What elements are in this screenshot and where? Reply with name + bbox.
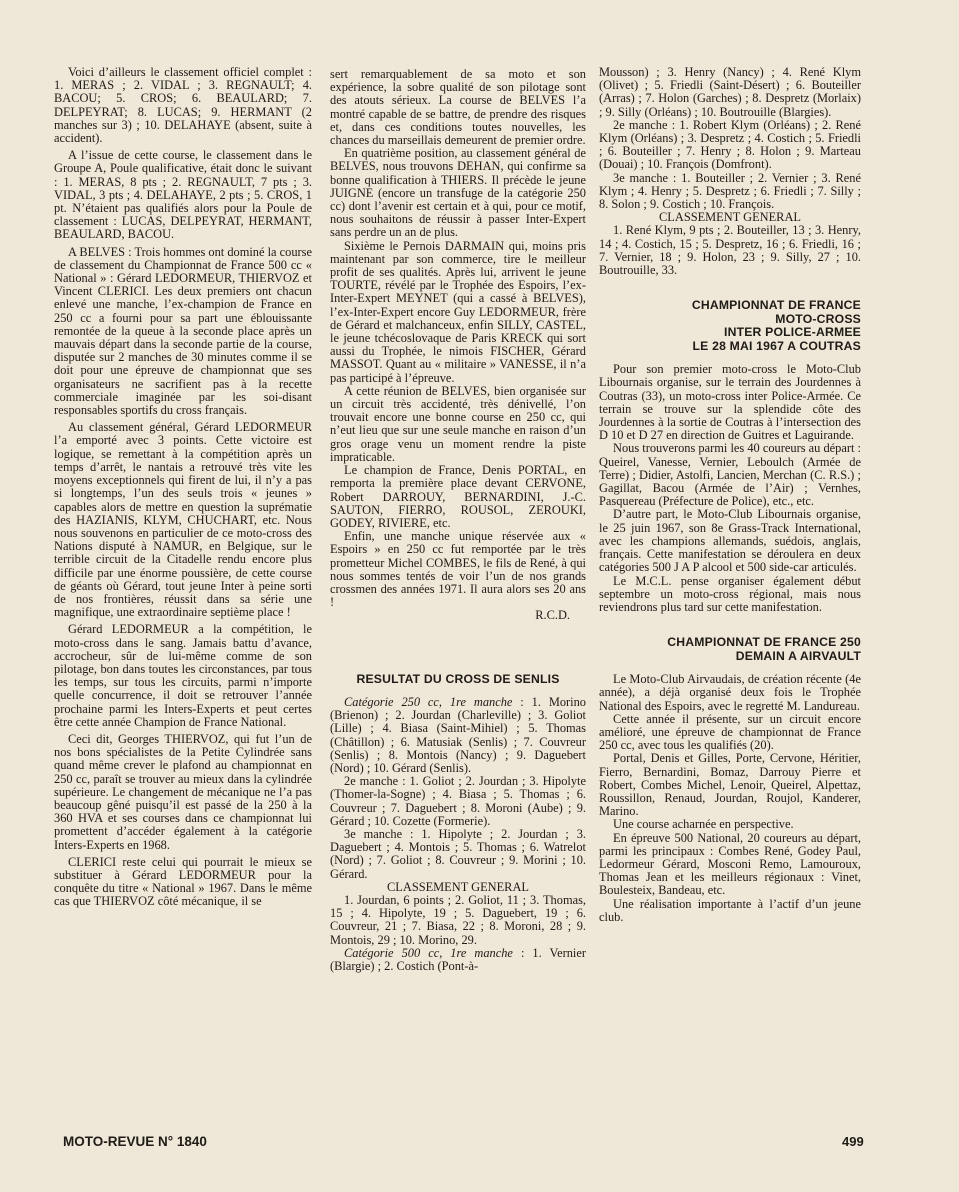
- magazine-issue-label: MOTO-REVUE N° 1840: [63, 1134, 207, 1149]
- category-label: Catégorie 250 cc, 1re manche: [344, 695, 513, 710]
- paragraph: Portal, Denis et Gilles, Porte, Cervone, Héritier, Fierro, Bernardini, Bomaz, Darrouy Pierre et Robert, Combes Michel, Lenoir, Queirel, Alpettaz, Roussillon, Renaud, Jourdan, Roujol, Kanderer, Marino.: [599, 751, 861, 819]
- paragraph: Voici d’ailleurs le classement officiel complet : 1. MERAS ; 2. VIDAL ; 3. REGNAULT; 4. BACOU; 5. CROS; 6. BEAULARD; 7. DELPEYRAT; 8. LUCAS; 9. HERMANT (2 manches sur 3) ; 10. DELAHAYE (absent, suite à accident).: [54, 65, 312, 146]
- author-signature: R.C.D.: [535, 608, 570, 623]
- paragraph: En quatrième position, au classement général de BELVES, nous trouvons DEHAN, qui confirme sa bonne qualification à THIERS. Il précède le jeune JUIGNE (encore un transfuge de la catégorie 250 cc) dont l’avenir est certain et à qui, pour ce motif, nous souhaitons de réussir à passer Inter-Expert sans perdre un an de plus.: [330, 146, 586, 240]
- paragraph: CLERICI reste celui qui pourrait le mieux se substituer à Gérard LEDORMEUR pour la conquête du titre « National » 1967. Dans le même cas que THIERVOZ côté mécanique, il se: [54, 854, 312, 909]
- paragraph: sert remarquablement de sa moto et son expérience, la sobre qualité de son pilotage sont des atouts sérieux. La course de BELVES l’a montré capable de se battre, de prendre des risques et, dans ces conditions toutes nouvelles, les chances du marseillais demeurent de premier ordre.: [330, 67, 586, 148]
- paragraph: Ceci dit, Georges THIERVOZ, qui fut l’un de nos bons spécialistes de la Petite Cylindrée sans quand même crever le plafond au championnat en 250 cc, paraît se trouver au mieux dans la cylindrée supérieure. Le changement de mécanique ne l’a pas beaucoup gêné puisqu’il est passé de la 250 à la 360 HVA et ses courses dans ce championnat lui promettent d’accéder également à la catégorie Inters-Experts en 1968.: [54, 731, 312, 852]
- paragraph: A l’issue de cette course, le classement dans le Groupe A, Poule qualificative, était donc le suivant : 1. MERAS, 8 pts ; 2. REGNAULT, 7 pts ; 3. VIDAL, 3 pts ; 4. DELAHAYE, 2 pts ; 5. CROS, 1 pt. N’étaient pas qualifiés alors pour la Poule de classement : LUCAS, DELPEYRAT, HERMANT, BEAULARD, BACOU.: [54, 148, 312, 242]
- paragraph: A cette réunion de BELVES, bien organisée sur un circuit très accidenté, très dénivellé, l’on trouvait encore une bonne course en 250 cc, qui n’eut lieu que sur une seule manche en raison d’un gros orage venu un moment rendre la piste impraticable.: [330, 383, 586, 464]
- section-heading: RESULTAT DU CROSS DE SENLIS: [356, 671, 560, 686]
- page-number: 499: [842, 1134, 864, 1149]
- results-paragraph: 1. Jourdan, 6 points ; 2. Goliot, 11 ; 3. Thomas, 15 ; 4. Hipolyte, 19 ; 5. Daguebert, 19 ; 6. Couvreur, 21 ; 7. Biasa, 22 ; 8. Moroni, 28 ; 9. Montois, 29 ; 10. Morino, 29.: [330, 893, 586, 947]
- results-paragraph: Mousson) ; 3. Henry (Nancy) ; 4. René Klym (Olivet) ; 5. Friedli (Saint-Désert) ; 6. Bouteiller (Arras) ; 7. Holon (Garches) ; 8. Despretz (Morlaix) ; 9. Silly (Orléans) ; 10. Boutrouille (Blargies).: [599, 65, 861, 119]
- results-paragraph: Catégorie 500 cc, 1re manche : 1. Vernier (Blargie) ; 2. Costich (Pont-à-: [330, 945, 586, 974]
- subheading: CLASSEMENT GENERAL: [659, 210, 801, 225]
- results-paragraph: Catégorie 250 cc, 1re manche : 1. Morino (Brienon) ; 2. Jourdan (Charleville) ; 3. Goliot (Lille) ; 4. Biasa (Saint-Mihiel) ; 5. Thomas (Châtillon) ; 6. Matusiak (Senlis) ; 7. Couvreur (Senlis) ; 8. Montois (Nancy) ; 9. Daguebert (Nord) ; 10. Gérard (Senlis).: [330, 695, 586, 776]
- paragraph: Le champion de France, Denis PORTAL, en remporta la première place devant CERVONE, Robert DARROUY, BERNARDINI, J.-C. SAUTON, FIERRO, ROUSOL, ZEROUKI, GODEY, RIVIERE, etc.: [330, 463, 586, 530]
- paragraph: Une réalisation importante à l’actif d’un jeune club.: [599, 896, 861, 924]
- paragraph: Nous trouverons parmi les 40 coureurs au départ : Queirel, Vanesse, Vernier, Leboulch (Armée de Terre) ; Didier, Astolfi, Lancien, Merchan (C. R.S.) ; Gagillat, Bacou (Armée de l’Air) ; Vernhes, Pasquereau (Préfecture de Police), etc., etc.: [599, 441, 861, 509]
- results-paragraph: 3e manche : 1. Hipolyte ; 2. Jourdan ; 3. Daguebert ; 4. Montois ; 5. Thomas ; 6. Watrelot (Nord) ; 7. Goliot ; 8. Couvreur ; 9. Morini ; 10. Gérard.: [330, 827, 586, 881]
- category-label: Catégorie 500 cc, 1re manche: [344, 945, 513, 960]
- paragraph: Gérard LEDORMEUR a la compétition, le moto-cross dans le sang. Jamais battu d’avance, accrocheur, sûr de lui-même comme de son pilotage, bon dans toutes les circonstances, par tous les temps, sur tous les circuits, parmi n’importe quelle concurrence, il doit se retrouver l’année prochaine parmi les Inters-Experts et peut certes être cette année Champion de France National.: [54, 622, 312, 729]
- subheading: CLASSEMENT GENERAL: [387, 879, 529, 894]
- article-column-2: [330, 68, 586, 973]
- paragraph: Enfin, une manche unique réservée aux « Espoirs » en 250 cc fut remportée par le très prometteur Michel COMBES, le fils de René, à qui nous sommes tentés de voir l’un de nos grands crossmen des années 1971. Il aura alors ses 20 ans !: [330, 529, 586, 610]
- paragraph: En épreuve 500 National, 20 coureurs au départ, parmi les principaux : Combes René, Godey Paul, Ledormeur Gérard, Mosconi Remo, Lamouroux, Thomas Jean et les meilleurs régionaux : Vinet, Boulesteix, Bandeau, etc.: [599, 830, 861, 898]
- section-heading-coutras: CHAMPIONNAT DE FRANCE MOTO-CROSS INTER POLICE-ARMEE LE 28 MAI 1967 A COUTRAS: [691, 298, 861, 353]
- paragraph: Sixième le Pernois DARMAIN qui, moins pris maintenant par son commerce, tire le meilleur profit de ses qualités. Après lui, arrivent le jeune TOURTE, révélé par le Trophée des Espoirs, l’ex-Inter-Expert MEYNET (qui a cassé à BELVES), l’ex-Inter-Expert encore Guy LEDORMEUR, frère de Gérard et malchanceux, enfin SILLY, CASTEL, le jeune tchécoslovaque de Paris KRECK qui sort aussi du Trophée, le nimois FISCHER, Gérard MASSOT. Quant au « militaire » VANESSE, il n’a pas participé à l’épreuve.: [330, 238, 586, 385]
- results-paragraph: 1. René Klym, 9 pts ; 2. Bouteiller, 13 ; 3. Henry, 14 ; 4. Costich, 15 ; 5. Despretz, 16 ; 6. Friedli, 16 ; 7. Vernier, 18 ; 9. Holon, 23 ; 9. Silly, 27 ; 10. Boutrouille, 33.: [599, 223, 861, 278]
- results-paragraph: 2e manche : 1. Robert Klym (Orléans) ; 2. René Klym (Orléans) ; 3. Despretz ; 4. Costich ; 5. Friedli ; 6. Bouteiller ; 7. Henry ; 8. Holon ; 9. Marteau (Douai) ; 10. François (Domfront).: [599, 117, 861, 172]
- section-heading-airvault: CHAMPIONNAT DE FRANCE 250 DEMAIN A AIRVAULT: [667, 635, 861, 663]
- paragraph: Au classement général, Gérard LEDORMEUR l’a emporté avec 3 points. Cette victoire est logique, se remettant à la compétition après un temps d’arrêt, le nantais a retrouvé très vite les moyens exceptionnels qui firent de lui, il n’y a pas si longtemps, l’un des seuls trois « jeunes » capables alors de mettre en question la suprématie des HAZIANIS, KLYM, CHUCHART, etc. Nous nous souvenons en particulier de ce moto-cross des Nations disputé à NAMUR, en Belgique, sur le terrible circuit de la Citadelle rendu encore plus difficile par une énorme poussière, de cette course de géants où Gérard, tout jeune Inter à peine sorti de nos frontières, réussit dans sa série une magnifique, une extraordinaire septième place !: [54, 420, 312, 620]
- results-paragraph: 3e manche : 1. Bouteiller ; 2. Vernier ; 3. René Klym ; 4. Henry ; 5. Despretz ; 6. Friedli ; 7. Silly ; 8. Solon ; 9. Costich ; 10. François.: [599, 170, 861, 212]
- paragraph: Le M.C.L. pense organiser également début septembre un moto-cross régional, mais nous reviendrons plus tard sur cette manifestation.: [599, 573, 861, 614]
- article-column-3: [599, 66, 861, 924]
- results-paragraph: 2e manche : 1. Goliot ; 2. Jourdan ; 3. Hipolyte (Thomer-la-Sogne) ; 4. Biasa ; 5. Thomas ; 6. Couvreur ; 7. Daguebert ; 8. Moroni (Aube) ; 9. Gérard ; 10. Cozette (Formerie).: [330, 774, 586, 828]
- paragraph: D’autre part, le Moto-Club Libournais organise, le 25 juin 1967, son 8e Grass-Track International, avec les champions allemands, suédois, anglais, français. Cette manifestation se déroulera en deux catégories 500 J A P alcool et 500 side-car articulés.: [599, 507, 861, 575]
- paragraph: Pour son premier moto-cross le Moto-Club Libournais organise, sur le terrain des Jourdennes à Coutras (33), un moto-cross inter Police-Armée. Ce terrain se trouve sur la splendide côte des Jourdennes à la sortie de Coutras à l’intersection des D 10 et D 27 en direction de Guitres et Laguirande.: [599, 362, 861, 443]
- article-column-1: [54, 66, 312, 909]
- paragraph: Cette année il présente, sur un circuit encore amélioré, une épreuve de championnat de France 250 cc, avec tous les qualifiés (20).: [599, 711, 861, 753]
- paragraph: A BELVES : Trois hommes ont dominé la course de classement du Championnat de France 500 cc « National » : Gérard LEDORMEUR, THIERVOZ et Vincent CLERICI. Les deux premiers ont chacun enlevé une manche, l’ex-champion de France en 250 cc a fourni pour sa part une éblouissante remontée de la queue à la seconde place après un mauvais départ dans la seconde partie de la course, disputée sur 2 manches de 30 minutes comme il se doit pour une épreuve de championnat que ses organisateurs ne sacrifient pas à la recette commerciale imaginée par les soi-disant responsables sportifs du cross français.: [54, 244, 312, 418]
- paragraph: Le Moto-Club Airvaudais, de création récente (4e année), a déjà organisé deux fois le Trophée National des Espoirs, avec le regretté M. Landureau.: [599, 672, 861, 713]
- paragraph: Une course acharnée en perspective.: [613, 817, 794, 832]
